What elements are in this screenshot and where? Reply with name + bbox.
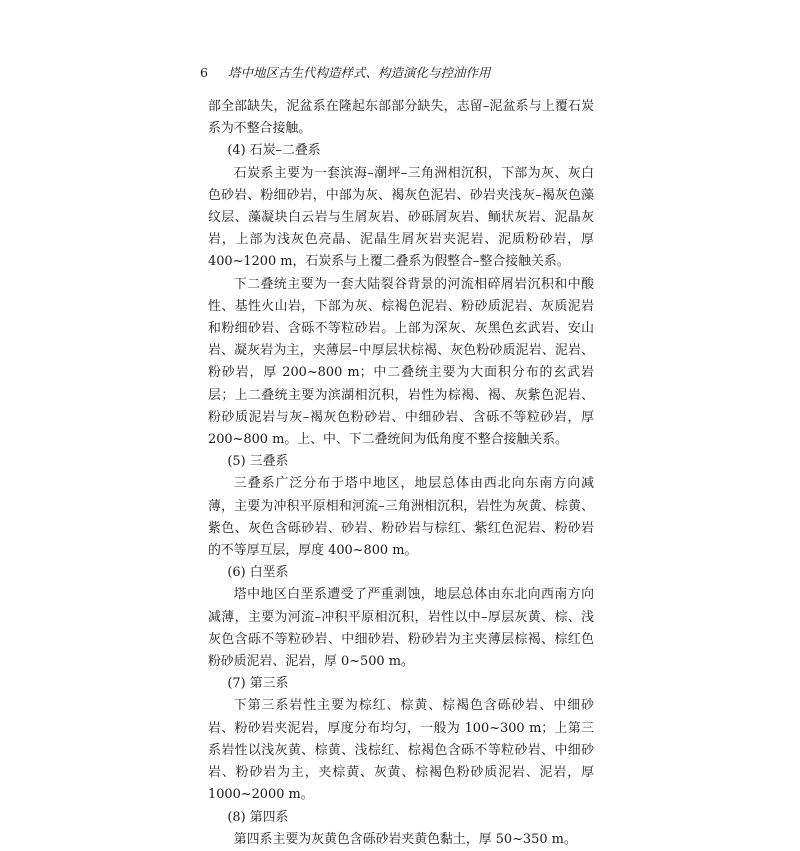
- page-number: 6: [200, 65, 208, 80]
- paragraph-permian: 下二叠统主要为一套大陆裂谷背景的河流相碎屑岩沉积和中酸性、基性火山岩，下部为灰、棕褐色泥岩、粉砂质泥岩、灰质泥岩和粉细砂岩、含砾不等粒砂岩。上部为深灰、灰黑色玄武岩、安山岩、凝灰岩为主，夹薄层–中厚层状棕褐、灰色粉砂质泥岩、泥岩、粉砂岩，厚 200~800 m；中二叠统主要为大面积分布的玄武岩层；上二叠统主要为滨湖相沉积，岩性为棕褐、褐、灰紫色泥岩、粉砂质泥岩与灰–褐灰色粉砂岩、中细砂岩、含砾不等粒砂岩，厚 200~800 m。上、中、下二叠统间为低角度不整合接触关系。: [208, 276, 594, 448]
- section-heading-carboniferous-permian: (4) 石炭–二叠系: [227, 143, 321, 159]
- paragraph-triassic: 三叠系广泛分布于塔中地区，地层总体由西北向东南方向减薄，主要为冲积平原相和河流–三角洲相沉积，岩性为灰黄、棕黄、紫色、灰色含砾砂岩、砂岩、粉砂岩与棕红、紫红色泥岩、粉砂岩的不等厚互层，厚度 400~800 m。: [208, 476, 594, 559]
- paragraph-tertiary: 下第三系岩性主要为棕红、棕黄、棕褐色含砾砂岩、中细砂岩、粉砂岩夹泥岩，厚度分布均匀，一般为 100~300 m；上第三系岩性以浅灰黄、棕黄、浅棕红、棕褐色含砾不等粒砂岩、中细砂岩、粉砂岩为主，夹棕黄、灰黄、棕褐色粉砂质泥岩、泥岩，厚 1000~2000 m。: [208, 698, 594, 803]
- section-heading-tertiary: (7) 第三系: [227, 676, 289, 692]
- section-heading-triassic: (5) 三叠系: [227, 454, 289, 470]
- paragraph-carboniferous: 石炭系主要为一套滨海–潮坪–三角洲相沉积，下部为灰、灰白色砂岩、粉细砂岩，中部为灰、褐灰色泥岩、砂岩夹浅灰–褐灰色藻纹层、藻凝块白云岩与生屑灰岩、砂砾屑灰岩、鲕状灰岩、泥晶灰岩，上部为浅灰色亮晶、泥晶生屑灰岩夹泥岩、泥质粉砂岩，厚 400~1200 m，石炭系与上覆二叠系为假整合–整合接触关系。: [208, 165, 594, 270]
- body-text: [208, 96, 594, 851]
- paragraph-quaternary: 第四系主要为灰黄色含砾砂岩夹黄色黏土，厚 50~350 m。: [233, 831, 577, 847]
- running-title: 塔中地区古生代构造样式、构造演化与控油作用: [228, 65, 491, 80]
- running-header: [200, 63, 620, 83]
- section-heading-cretaceous: (6) 白垩系: [227, 565, 289, 581]
- paragraph-cretaceous: 塔中地区白垩系遭受了严重剥蚀，地层总体由东北向西南方向减薄，主要为河流–冲积平原相沉积，岩性以中–厚层灰黄、棕、浅灰色含砾不等粒砂岩、中细砂岩、粉砂岩为主夹薄层棕褐、棕红色粉砂质泥岩、泥岩，厚 0~500 m。: [208, 587, 594, 670]
- paragraph-continued: 部全部缺失，泥盆系在隆起东部部分缺失，志留–泥盆系与上覆石炭系为不整合接触。: [208, 99, 594, 137]
- section-heading-quaternary: (8) 第四系: [227, 809, 289, 825]
